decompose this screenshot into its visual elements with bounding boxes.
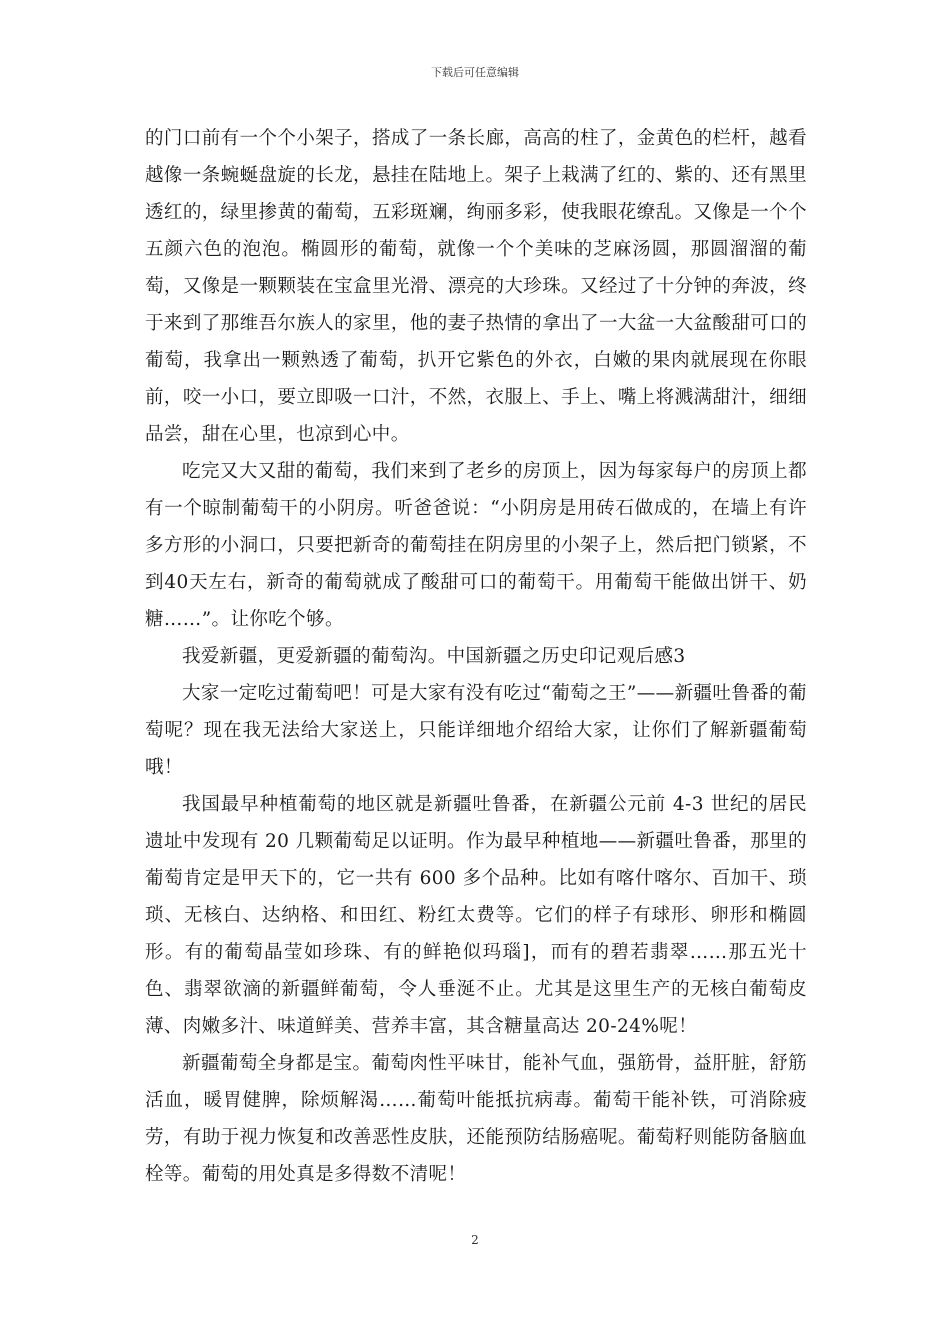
paragraph-2: 吃完又大又甜的葡萄，我们来到了老乡的房顶上，因为每家每户的房顶上都有一个晾制葡萄干的小阴房。听爸爸说：“小阴房是用砖石做成的，在墙上有许多方形的小洞口，只要把新奇的葡萄挂在阴房里的小架子上，然后把门锁紧，不到40天左右，新奇的葡萄就成了酸甜可口的葡萄干。用葡萄干能做出饼干、奶糖……”。让你吃个够。: [145, 461, 807, 630]
paragraph-3: 我爱新疆，更爱新疆的葡萄沟。中国新疆之历史印记观后感3: [182, 646, 686, 667]
page-number: 2: [471, 1233, 479, 1247]
page-header: 下载后可任意编辑: [431, 66, 519, 79]
paragraph-4: 大家一定吃过葡萄吧！可是大家有没有吃过“葡萄之王”——新疆吐鲁番的葡萄呢？现在我无法给大家送上，只能详细地介绍给大家，让你们了解新疆葡萄哦！: [145, 683, 807, 778]
paragraph-6: 新疆葡萄全身都是宝。葡萄肉性平味甘，能补气血，强筋骨，益肝脏，舒筋活血，暖胃健脾，除烦解渴……葡萄叶能抵抗病毒。葡萄干能补铁，可消除疲劳，有助于视力恢复和改善恶性皮肤，还能预防结肠癌呢。葡萄籽则能防备脑血栓等。葡萄的用处真是多得数不清呢！: [145, 1053, 807, 1185]
document-body: [145, 120, 807, 1193]
paragraph-5: 我国最早种植葡萄的地区就是新疆吐鲁番，在新疆公元前 4-3 世纪的居民遗址中发现有 20 几颗葡萄足以证明。作为最早种植地——新疆吐鲁番，那里的葡萄肯定是甲天下的，它一共有 600 多个品种。比如有喀什喀尔、百加干、琐琐、无核白、达纳格、和田红、粉红太费等。它们的样子有球形、卵形和椭圆形。有的葡萄晶莹如珍珠、有的鲜艳似玛瑙]，而有的碧若翡翠……那五光十色、翡翠欲滴的新疆鲜葡萄，令人垂涎不止。尤其是这里生产的无核白葡萄皮薄、肉嫩多汁、味道鲜美、营养丰富，其含糖量高达 20-24%呢！: [145, 794, 807, 1037]
paragraph-1: 的门口前有一个个小架子，搭成了一条长廊，高高的柱了，金黄色的栏杆，越看越像一条蜿蜒盘旋的长龙，悬挂在陆地上。架子上栽满了红的、紫的、还有黑里透红的，绿里掺黄的葡萄，五彩斑斓，绚丽多彩，使我眼花缭乱。又像是一个个五颜六色的泡泡。椭圆形的葡萄，就像一个个美味的芝麻汤圆，那圆溜溜的葡萄，又像是一颗颗装在宝盒里光滑、漂亮的大珍珠。又经过了十分钟的奔波，终于来到了那维吾尔族人的家里，他的妻子热情的拿出了一大盆一大盆酸甜可口的葡萄，我拿出一颗熟透了葡萄，扒开它紫色的外衣，白嫩的果肉就展现在你眼前，咬一小口，要立即吸一口汁，不然，衣服上、手上、嘴上将溅满甜汁，细细品尝，甜在心里，也凉到心中。: [145, 128, 807, 445]
